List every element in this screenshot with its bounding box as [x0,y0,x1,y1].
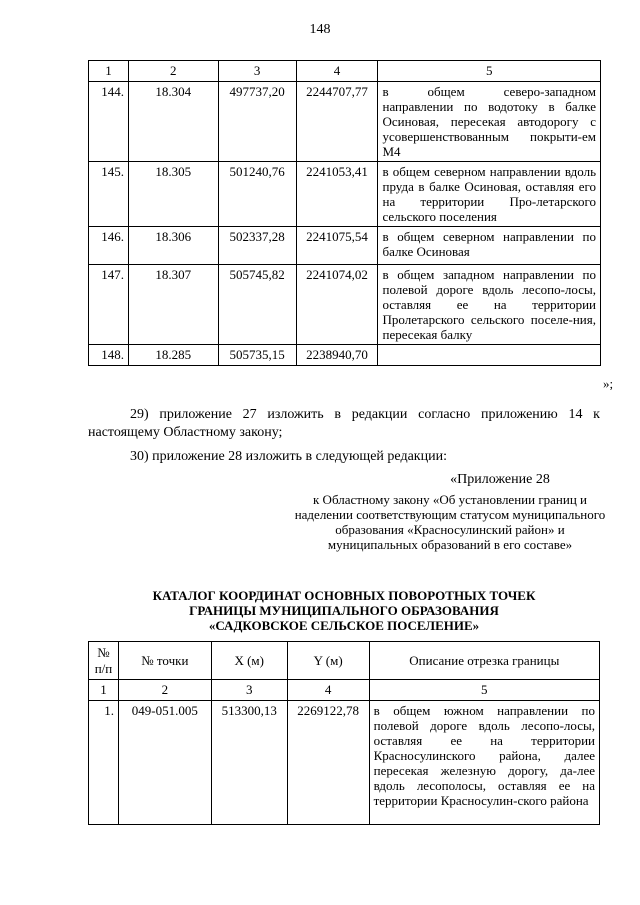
header-x: X (м) [211,642,287,680]
x-coordinate: 501240,76 [218,162,296,227]
header-point-number: № точки [118,642,211,680]
y-coordinate: 2269122,78 [287,701,369,825]
row-number: 145. [89,162,129,227]
table-header-row [89,61,601,82]
row-number: 144. [89,82,129,162]
col-index-2: 2 [128,61,218,82]
col-index-5: 5 [369,680,599,701]
table-header-row [89,642,600,680]
row-number: 147. [89,265,129,345]
y-coordinate: 2241075,54 [296,227,378,265]
x-coordinate: 502337,28 [218,227,296,265]
x-coordinate: 497737,20 [218,82,296,162]
table-row [89,701,600,825]
heading-line-3: «САДКОВСКОЕ СЕЛЬСКОЕ ПОСЕЛЕНИЕ» [208,618,480,633]
y-coordinate: 2244707,77 [296,82,378,162]
segment-description: в общем южном направлении по полевой дороге вдоль лесопо-лосы, оставляя ее на территории Красносулинского района, далее пересекая железную дорогу, да-лее вдоль лесополосы, оставляя ее на территории Красносулин-ского района [369,701,599,825]
y-coordinate: 2241074,02 [296,265,378,345]
index-row [89,680,600,701]
col-index-1: 1 [89,61,129,82]
col-index-1: 1 [89,680,119,701]
point-number: 18.304 [128,82,218,162]
x-coordinate: 505735,15 [218,345,296,366]
point-number: 18.285 [128,345,218,366]
catalog-heading [88,588,600,633]
col-index-5: 5 [378,61,601,82]
page-number: 148 [309,22,331,37]
row-number: 146. [89,227,129,265]
point-number: 18.306 [128,227,218,265]
point-number: 18.307 [128,265,218,345]
header-y: Y (м) [287,642,369,680]
header-description: Описание отрезка границы [369,642,599,680]
header-row-number: № п/п [89,642,119,680]
point-number: 049-051.005 [118,701,211,825]
col-index-3: 3 [218,61,296,82]
closing-quote: »; [603,376,614,391]
segment-description: в общем северо-западном направлении по водотоку в балке Осиновая, пересекая автодорогу с усовершенствованным покрыти-ем М4 [378,82,601,162]
y-coordinate: 2241053,41 [296,162,378,227]
table-row [89,265,601,345]
table-row [89,82,601,162]
x-coordinate: 513300,13 [211,701,287,825]
segment-description: в общем западном направлении по полевой дороге вдоль лесопо-лосы, оставляя ее на территории Пролетарского сельского поселе-ния, пересекая балку [378,265,601,345]
row-number: 148. [89,345,129,366]
heading-line-2: ГРАНИЦЫ МУНИЦИПАЛЬНОГО ОБРАЗОВАНИЯ [189,603,499,618]
boundary-table-continued [88,60,601,366]
paragraph-30: 30) приложение 28 изложить в следующей редакции: [130,449,447,464]
table-row [89,227,601,265]
table-row [89,345,601,366]
segment-description: в общем северном направлении по балке Осиновая [378,227,601,265]
heading-line-1: КАТАЛОГ КООРДИНАТ ОСНОВНЫХ ПОВОРОТНЫХ ТОЧЕК [152,588,536,603]
segment-description [378,345,601,366]
row-number: 1. [89,701,119,825]
y-coordinate: 2238940,70 [296,345,378,366]
x-coordinate: 505745,82 [218,265,296,345]
table-row [89,162,601,227]
annex-title: «Приложение 28 [450,472,550,487]
coordinates-catalog-table [88,641,600,825]
col-index-4: 4 [287,680,369,701]
segment-description: в общем северном направлении вдоль пруда в балке Осиновая, оставляя его на территории Про-летарского сельского поселения [378,162,601,227]
col-index-2: 2 [118,680,211,701]
paragraph-29: 29) приложение 27 изложить в редакции согласно приложению 14 к настоящему Областному закону; [88,407,600,440]
col-index-3: 3 [211,680,287,701]
point-number: 18.305 [128,162,218,227]
annex-reference: к Областному закону «Об установлении границ и наделении соответствующим статусом муниципального образования «Красносулинский район» и муниципальных образований в его составе» [294,492,606,552]
col-index-4: 4 [296,61,378,82]
